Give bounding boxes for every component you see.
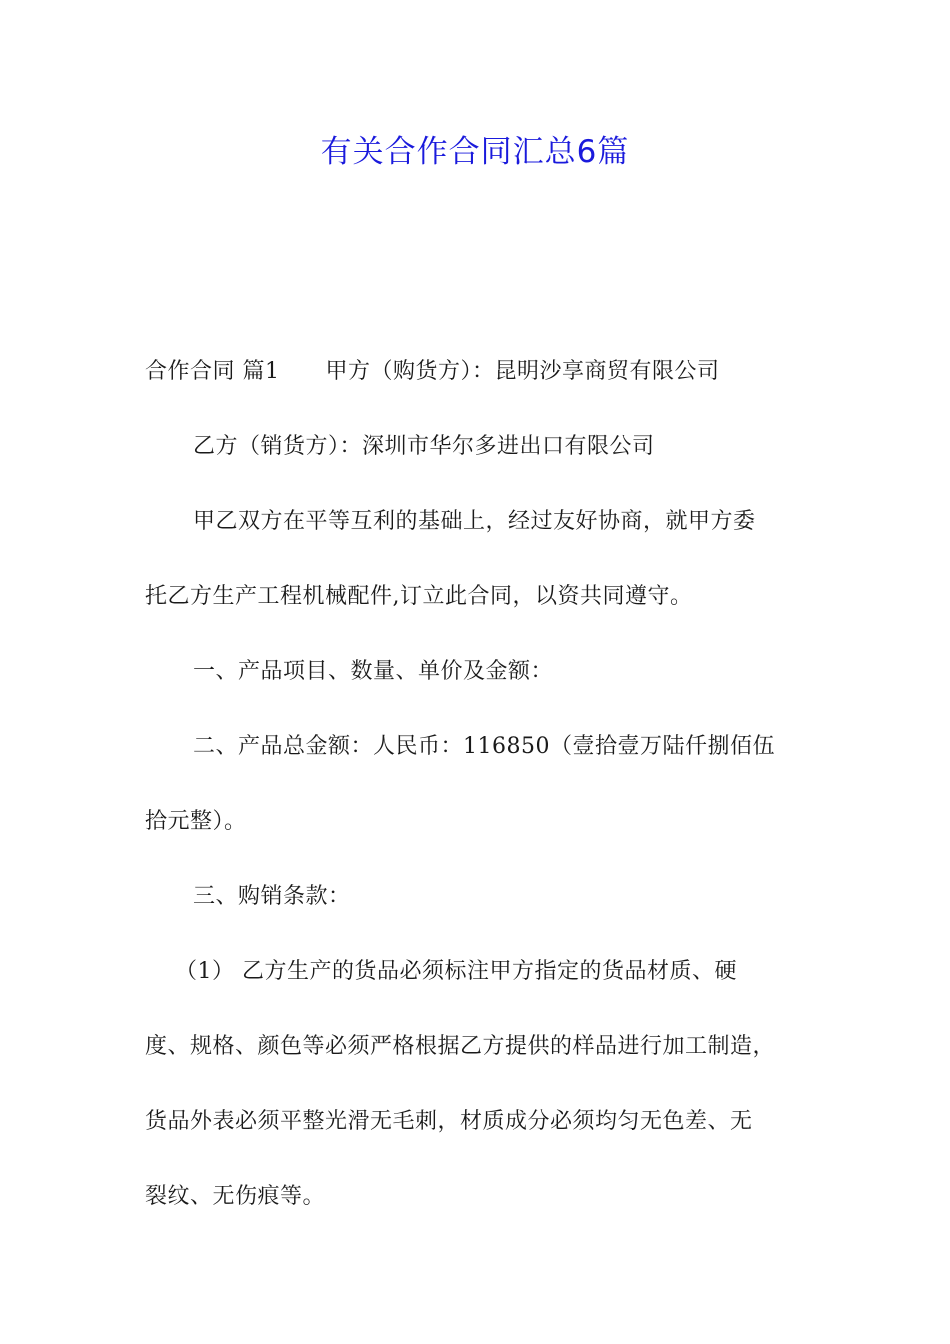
party-b-text: 乙方（销货方）：深圳市华尔多进出口有限公司	[193, 434, 655, 459]
intro-paragraph-line-2: 托乙方生产工程机械配件,订立此合同，以资共同遵守。	[145, 584, 693, 609]
section-2-line-2: 拾元整）。	[145, 809, 247, 834]
clause-1-line-4: 裂纹、无伤痕等。	[145, 1184, 326, 1209]
section-2-line-1: 二、产品总金额：人民币：116850（壹拾壹万陆仟捌佰伍	[193, 734, 775, 759]
section-3-heading: 三、购销条款：	[193, 884, 351, 909]
intro-paragraph-line-1: 甲乙双方在平等互利的基础上，经过友好协商，就甲方委	[193, 509, 756, 534]
contract-heading-label: 合作合同 篇1	[145, 359, 280, 384]
party-a-text: 甲方（购货方）：昆明沙享商贸有限公司	[325, 359, 720, 384]
clause-1-line-3: 货品外表必须平整光滑无毛刺，材质成分必须均匀无色差、无	[145, 1109, 753, 1134]
clause-1-line-2: 度、规格、颜色等必须严格根据乙方提供的样品进行加工制造，	[145, 1034, 776, 1059]
heading-line	[145, 334, 811, 409]
section-1-heading: 一、产品项目、数量、单价及金额：	[193, 659, 554, 684]
clause-1-line-1: （1） 乙方生产的货品必须标注甲方指定的货品材质、硬	[175, 959, 737, 984]
document-title: 有关合作合同汇总6篇	[320, 134, 630, 170]
document-body	[145, 334, 811, 1234]
